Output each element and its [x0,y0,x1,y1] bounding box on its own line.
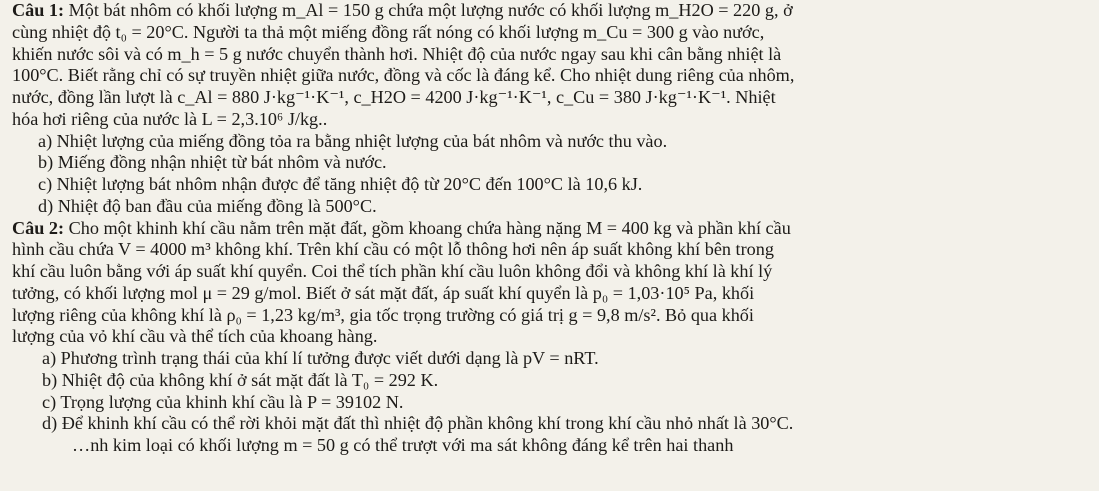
question-1-line-1: Câu 1: Một bát nhôm có khối lượng m_Al = 150 g chứa một lượng nước có khối lượng m_H2O = 220 g, ở [12,0,793,20]
question-1 [12,0,1091,218]
question-1-item-c: c) Nhiệt lượng bát nhôm nhận được để tăng nhiệt độ từ 20°C đến 100°C là 10,6 kJ. [38,174,643,194]
question-2-line-4: tưởng, có khối lượng mol μ = 29 g/mol. Biết ở sát mặt đất, áp suất khí quyển là p₀ = 1,03·10⁵ Pa, khối [12,282,755,303]
question-label: Câu 1: [12,0,65,20]
question-1-line-3: khiến nước sôi và có m_h = 5 g nước chuyển thành hơi. Nhiệt độ của nước ngay sau khi cân bằng nhiệt là [12,43,782,64]
question-1-line-2: cùng nhiệt độ t₀ = 20°C. Người ta thả một miếng đồng rất nóng có khối lượng m_Cu = 300 g vào nước, [12,21,765,42]
question-2-line-5: lượng riêng của không khí là ρ₀ = 1,23 kg/m³, gia tốc trọng trường có giá trị g = 9,8 m/s². Bỏ qua khối [12,304,754,325]
question-2-item-a: a) Phương trình trạng thái của khí lí tưởng được viết dưới dạng là pV = nRT. [42,348,599,368]
question-2-line-1: Câu 2: Cho một khinh khí cầu nằm trên mặt đất, gồm khoang chứa hàng nặng M = 400 kg và phần khí cầu [12,217,791,238]
page-cut-edge [0,483,1099,491]
question-1-line-6: hóa hơi riêng của nước là L = 2,3.10⁶ J/kg.. [12,108,328,129]
question-1-item-a: a) Nhiệt lượng của miếng đồng tỏa ra bằng nhiệt lượng của bát nhôm và nước thu vào. [38,130,668,151]
question-1-line-4: 100°C. Biết rằng chỉ có sự truyền nhiệt giữa nước, đồng và cốc là đáng kể. Cho nhiệt dung riêng của nhôm, [12,65,795,86]
question-2-line-6: lượng của vỏ khí cầu và thể tích của khoang hàng. [12,326,378,347]
question-3-partial-line: …nh kim loại có khối lượng m = 50 g có thể trượt với ma sát không đáng kể trên hai thanh [72,435,734,455]
question-2-item-b: b) Nhiệt độ của không khí ở sát mặt đất là T₀ = 292 K. [42,369,439,390]
question-label: Câu 2: [12,217,65,238]
question-1-item-b: b) Miếng đồng nhận nhiệt từ bát nhôm và nước. [38,152,387,173]
question-2-line-3: khí cầu luôn bằng với áp suất khí quyển. Coi thể tích phần khí cầu luôn không đổi và không khí là khí lý [12,261,773,281]
question-2-item-c: c) Trọng lượng của khinh khí cầu là P = 39102 N. [42,391,404,412]
question-2 [12,218,1091,436]
question-2-item-d: d) Để khinh khí cầu có thể rời khỏi mặt đất thì nhiệt độ phần không khí trong khí cầu nhỏ nhất là 30°C. [42,413,794,434]
question-1-line-5: nước, đồng lần lượt là c_Al = 880 J·kg⁻¹·K⁻¹, c_H2O = 4200 J·kg⁻¹·K⁻¹, c_Cu = 380 J·kg⁻¹·K⁻¹. Nhiệt [12,87,776,107]
question-2-line-2: hình cầu chứa V = 4000 m³ không khí. Trên khí cầu có một lỗ thông hơi nên áp suất không khí bên trong [12,239,774,260]
question-1-item-d: d) Nhiệt độ ban đầu của miếng đồng là 500°C. [38,195,377,216]
